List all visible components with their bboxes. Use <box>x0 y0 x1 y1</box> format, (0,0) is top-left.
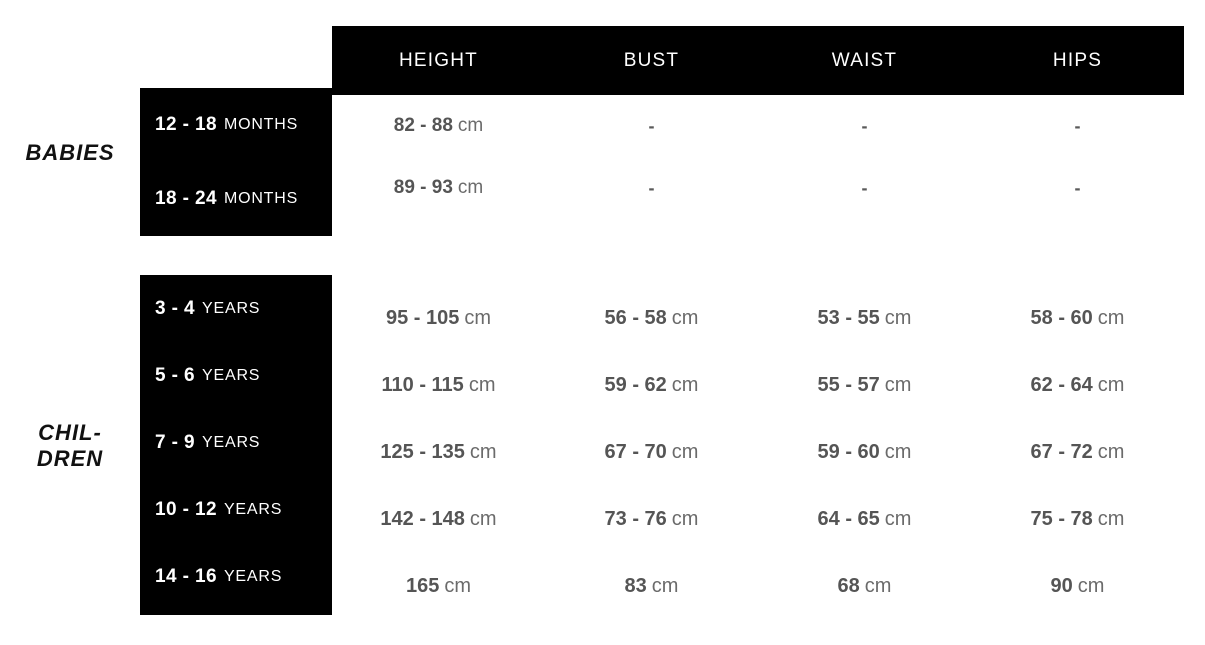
cell-unit: cm <box>444 575 472 597</box>
cell-unit: cm <box>464 307 492 329</box>
size-unit: YEARS <box>223 500 283 518</box>
cell-value: 68 <box>837 575 860 597</box>
cell-unit: cm <box>1097 441 1125 463</box>
group-label-children <box>0 420 140 472</box>
column-header-bust: BUST <box>623 49 680 71</box>
cell-unit: cm <box>1097 374 1125 396</box>
cell-hips: - <box>1074 177 1081 198</box>
group-label-children-line1: CHIL- <box>38 420 102 445</box>
table-row <box>332 285 1184 352</box>
size-row <box>140 543 332 610</box>
cell-value: 75 - 78 <box>1030 508 1093 530</box>
cell-unit: cm <box>1077 575 1105 597</box>
cell-value: 90 <box>1050 575 1073 597</box>
cell-bust <box>545 575 758 598</box>
cell-waist <box>758 307 971 330</box>
cell-waist: - <box>861 115 868 136</box>
cell-unit: cm <box>457 115 484 136</box>
cell-value: 67 - 72 <box>1030 441 1093 463</box>
size-unit: YEARS <box>202 366 261 384</box>
cell-value: 110 - 115 <box>381 374 464 396</box>
cell-unit: cm <box>671 307 699 329</box>
cell-unit: cm <box>1097 508 1125 530</box>
cell-bust: - <box>648 115 655 136</box>
cell-unit: cm <box>457 177 484 198</box>
cell-value: 73 - 76 <box>604 508 667 530</box>
column-header-waist: WAIST <box>831 49 898 71</box>
cell-unit: cm <box>671 508 699 530</box>
cell-unit: cm <box>884 374 912 396</box>
size-row <box>140 476 332 543</box>
cell-value: 62 - 64 <box>1030 374 1093 396</box>
cell-value: 95 - 105 <box>385 307 460 329</box>
table-row <box>332 419 1184 486</box>
cell-value: 89 - 93 <box>393 177 453 198</box>
cell-unit: cm <box>864 575 892 597</box>
cell-unit: cm <box>651 575 679 597</box>
cell-waist <box>758 374 971 397</box>
cell-height <box>332 115 545 137</box>
cell-value: 165 <box>405 575 440 597</box>
cell-height <box>332 575 545 598</box>
cell-value: 67 - 70 <box>604 441 667 463</box>
size-row <box>140 342 332 409</box>
table-row <box>332 553 1184 620</box>
size-unit: YEARS <box>223 567 283 585</box>
cell-hips <box>971 307 1184 330</box>
cell-height <box>332 307 545 330</box>
cell-value: 125 - 135 <box>380 441 465 463</box>
group-label-babies: BABIES <box>25 140 115 165</box>
size-number: 10 - 12 <box>155 498 217 520</box>
cell-unit: cm <box>884 508 912 530</box>
cell-value: 55 - 57 <box>817 374 880 396</box>
cell-hips: - <box>1074 115 1081 136</box>
group-values-babies <box>332 95 1184 219</box>
cell-unit: cm <box>671 374 699 396</box>
cell-hips <box>971 374 1184 397</box>
cell-hips <box>971 508 1184 531</box>
cell-bust <box>545 374 758 397</box>
table-row <box>332 95 1184 157</box>
cell-value: 59 - 60 <box>817 441 880 463</box>
table-row <box>332 486 1184 553</box>
cell-bust <box>545 307 758 330</box>
cell-waist: - <box>861 177 868 198</box>
cell-unit: cm <box>884 441 912 463</box>
cell-bust <box>545 441 758 464</box>
cell-waist <box>758 508 971 531</box>
table-row <box>332 157 1184 219</box>
cell-unit: cm <box>884 307 912 329</box>
table-row <box>332 352 1184 419</box>
group-label-children-line2: DREN <box>36 446 104 471</box>
size-row <box>140 409 332 476</box>
cell-hips <box>971 441 1184 464</box>
cell-height <box>332 374 545 397</box>
size-number: 18 - 24 <box>155 188 217 209</box>
cell-bust <box>545 508 758 531</box>
cell-unit: cm <box>469 441 497 463</box>
size-row <box>140 88 332 162</box>
size-unit: MONTHS <box>223 116 299 133</box>
cell-value: 142 - 148 <box>380 508 465 530</box>
cell-value: 56 - 58 <box>604 307 667 329</box>
size-number: 14 - 16 <box>155 565 217 587</box>
cell-height <box>332 441 545 464</box>
cell-waist <box>758 441 971 464</box>
cell-unit: cm <box>469 508 497 530</box>
table-header-row <box>332 26 1184 95</box>
size-number: 12 - 18 <box>155 114 217 135</box>
size-unit: MONTHS <box>223 190 299 207</box>
size-number: 3 - 4 <box>155 297 196 319</box>
group-sizes-babies <box>140 88 332 236</box>
cell-value: 83 <box>624 575 647 597</box>
cell-unit: cm <box>671 441 699 463</box>
cell-height <box>332 177 545 199</box>
cell-bust: - <box>648 177 655 198</box>
cell-height <box>332 508 545 531</box>
cell-waist <box>758 575 971 598</box>
size-unit: YEARS <box>202 299 261 317</box>
cell-value: 59 - 62 <box>604 374 667 396</box>
size-number: 5 - 6 <box>155 364 196 386</box>
cell-unit: cm <box>468 374 496 396</box>
cell-value: 82 - 88 <box>393 115 453 136</box>
column-header-height: HEIGHT <box>399 49 478 71</box>
cell-value: 53 - 55 <box>817 307 880 329</box>
size-number: 7 - 9 <box>155 431 196 453</box>
cell-value: 64 - 65 <box>817 508 880 530</box>
cell-unit: cm <box>1097 307 1125 329</box>
size-row <box>140 162 332 236</box>
group-values-children <box>332 285 1184 620</box>
cell-hips <box>971 575 1184 598</box>
column-header-hips: HIPS <box>1052 49 1103 71</box>
cell-value: 58 - 60 <box>1030 307 1093 329</box>
size-row <box>140 275 332 342</box>
group-sizes-children <box>140 275 332 615</box>
size-unit: YEARS <box>202 433 261 451</box>
